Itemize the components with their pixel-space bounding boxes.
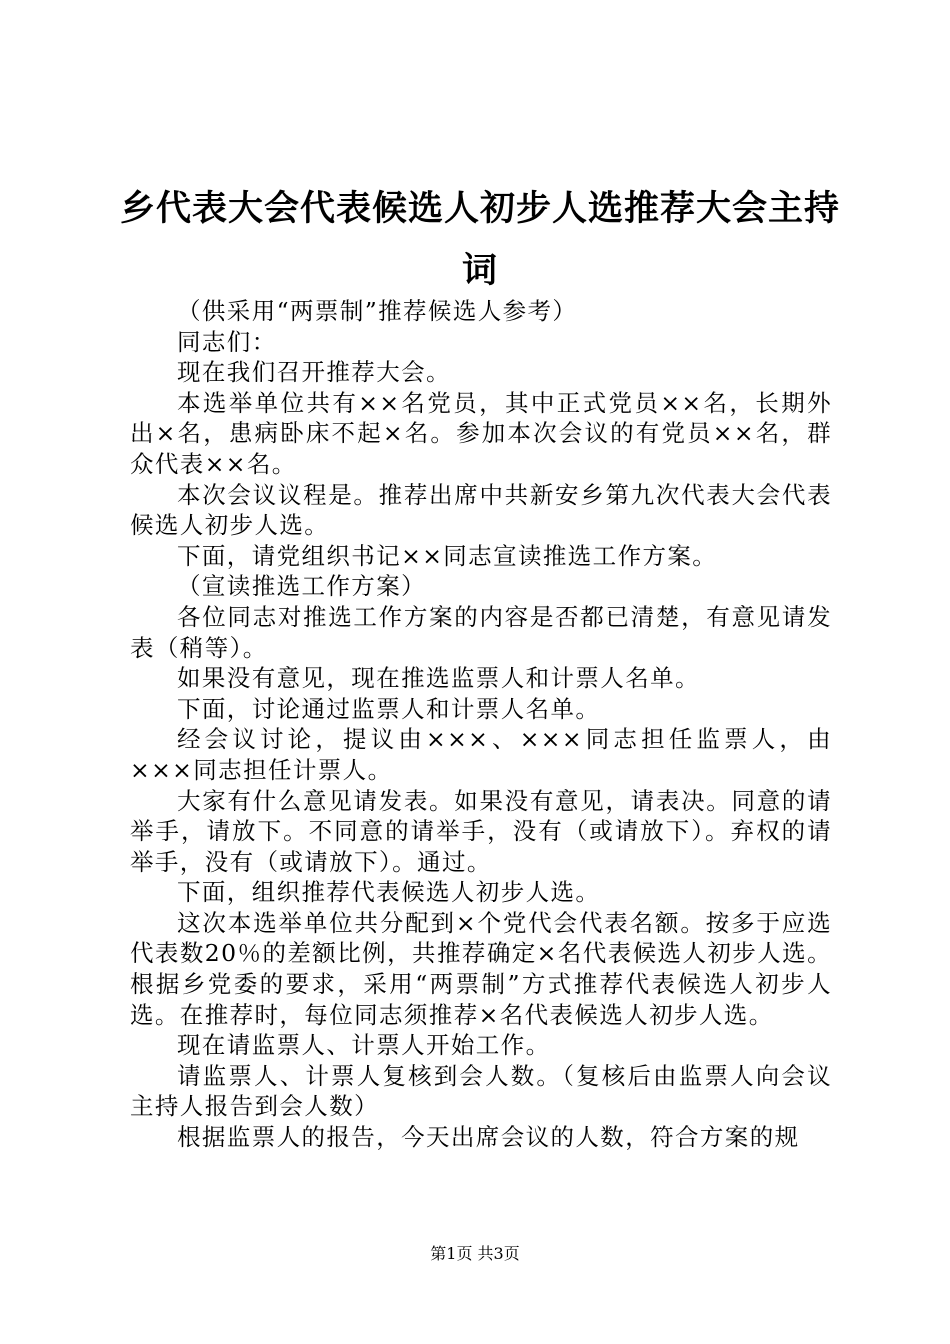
page-footer: 第1页 共3页	[430, 1244, 520, 1263]
paragraph: 本次会议议程是。推荐出席中共新安乡第九次代表大会代表候选人初步人选。	[130, 480, 832, 540]
document-body	[130, 296, 832, 1153]
paragraph: 同志们：	[177, 327, 277, 356]
paragraph: （宣读推选工作方案）	[177, 572, 426, 601]
paragraph: 下面，组织推荐代表候选人初步人选。	[177, 878, 601, 907]
paragraph: 本选举单位共有××名党员，其中正式党员××名，长期外出×名，患病卧床不起×名。参加本次会议的有党员××名，群众代表××名。	[130, 388, 832, 478]
paragraph: （供采用“两票制”推荐候选人参考）	[177, 297, 578, 325]
paragraph: 经会议讨论，提议由×××、×××同志担任监票人，由×××同志担任计票人。	[130, 725, 832, 784]
paragraph: 如果没有意见，现在推选监票人和计票人名单。	[177, 664, 700, 693]
document-title: 乡代表大会代表候选人初步人选推荐大会主持词	[120, 189, 841, 291]
paragraph: 各位同志对推选工作方案的内容是否都已清楚，有意见请发表（稍等）。	[130, 602, 832, 662]
paragraph: 大家有什么意见请发表。如果没有意见，请表决。同意的请举手，请放下。不同意的请举手，没有（或请放下）。弃权的请举手，没有（或请放下）。通过。	[130, 786, 832, 876]
paragraph: 请监票人、计票人复核到会人数。（复核后由监票人向会议主持人报告到会人数）	[130, 1061, 832, 1121]
paragraph: 根据监票人的报告，今天出席会议的人数，符合方案的规	[177, 1123, 800, 1152]
paragraph: 下面，请党组织书记××同志宣读推选工作方案。	[177, 541, 718, 570]
paragraph: 现在我们召开推荐大会。	[177, 358, 451, 387]
paragraph: 下面，讨论通过监票人和计票人名单。	[177, 694, 601, 723]
paragraph: 现在请监票人、计票人开始工作。	[177, 1031, 551, 1060]
paragraph: 这次本选举单位共分配到×个党代会代表名额。按多于应选代表数20％的差额比例，共推荐确定×名代表候选人初步人选。根据乡党委的要求，采用“两票制”方式推荐代表候选人初步人选。在推荐时，每位同志须推荐×名代表候选人初步人选。	[130, 908, 832, 1029]
